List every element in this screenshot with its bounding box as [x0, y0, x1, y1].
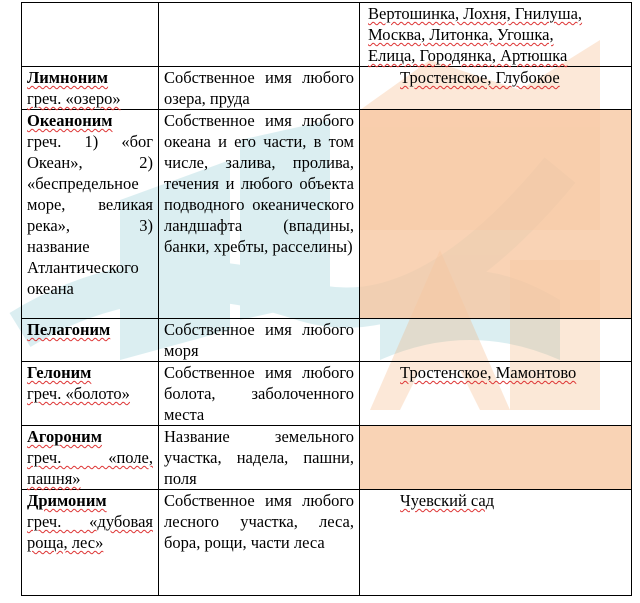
- table-row: [22, 426, 632, 490]
- term-cell: [22, 362, 159, 426]
- examples-cell: Чуевский сад: [360, 490, 632, 596]
- term-origin: греч. 1) «бог Океан», 2) «беспредельное море, великая река», 3) название Атлантического океана: [27, 132, 153, 298]
- table-row: [22, 67, 632, 110]
- definition-cell: Собственное имя любого лесного участка, леса, бора, рощи, части леса: [159, 490, 360, 596]
- definition-cell: Собственное имя любого океана и его части, в том числе, залива, пролива, течения и любого объекта подводного океанического ландшафта (впадины, банки, хребты, расселины): [159, 110, 360, 319]
- examples-cell-highlighted: [360, 110, 632, 319]
- term-name: Лимноним: [27, 68, 109, 87]
- term-cell: [22, 110, 159, 319]
- term-cell: [22, 426, 159, 490]
- definition-cell: Название земельного участка, надела, пашни, поля: [159, 426, 360, 490]
- term-name: Агороним: [27, 427, 102, 446]
- examples-cell: [360, 3, 632, 67]
- term-name: Гелоним: [27, 363, 92, 382]
- term-name: Океаноним: [27, 111, 113, 130]
- examples-cell-highlighted: [360, 426, 632, 490]
- term-cell: [22, 67, 159, 110]
- table-row: [22, 490, 632, 596]
- table-row: [22, 362, 632, 426]
- examples-cell: Тростенское, Глубокое: [360, 67, 632, 110]
- term-name: Пелагоним: [27, 320, 111, 339]
- examples-line: Вертошинка, Лохня, Гнилуша,: [368, 4, 583, 23]
- definition-cell: Собственное имя любого озера, пруда: [159, 67, 360, 110]
- table-row: [22, 319, 632, 362]
- definition-cell: Собственное имя любого моря: [159, 319, 360, 362]
- term-origin: греч. «болото»: [27, 384, 130, 403]
- empty-cell: [22, 3, 159, 67]
- term-origin: греч. «поле, пашня»: [27, 448, 153, 488]
- term-cell: [22, 319, 159, 362]
- examples-cell: [360, 319, 632, 362]
- term-origin: греч. «озеро»: [27, 89, 121, 108]
- examples-line: Москва, Литонка, Угошка,: [368, 25, 554, 44]
- table-row: [22, 3, 632, 67]
- table-row: [22, 110, 632, 319]
- term-origin: греч. «дубовая роща, лес»: [27, 512, 153, 552]
- term-cell: [22, 490, 159, 596]
- empty-cell: [159, 3, 360, 67]
- examples-line: Елица, Городянка, Артюшка: [368, 46, 568, 65]
- definition-cell: Собственное имя любого болота, заболоченного места: [159, 362, 360, 426]
- examples-cell: Тростенское, Мамонтово: [360, 362, 632, 426]
- term-name: Дримоним: [27, 491, 107, 510]
- toponym-table: [21, 2, 632, 596]
